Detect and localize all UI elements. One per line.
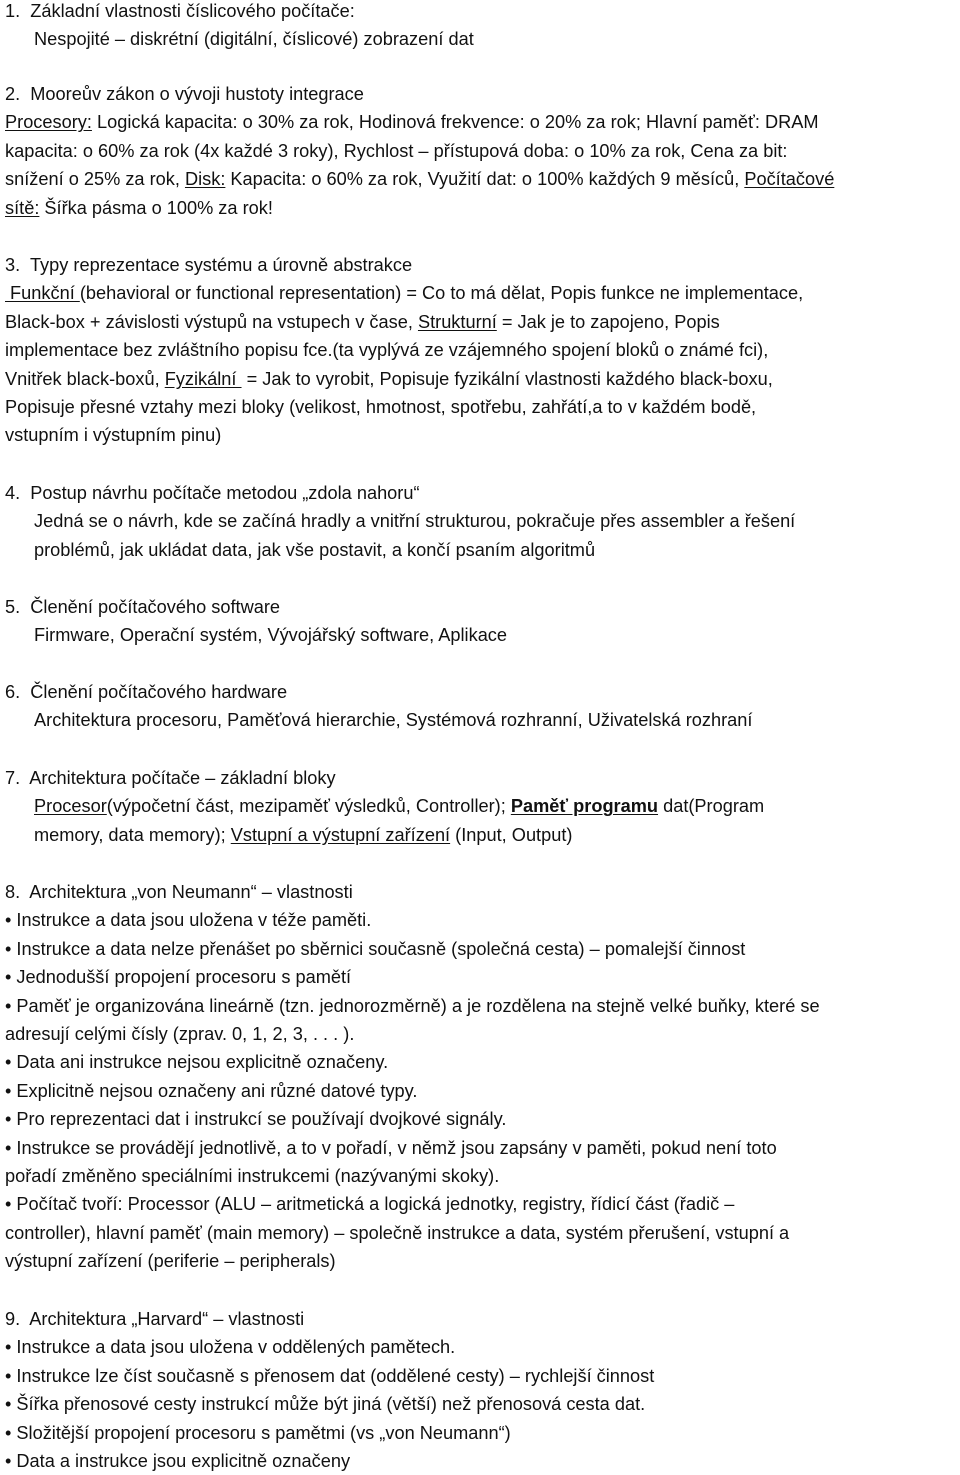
section-4-heading: 4. Postup návrhu počítače metodou „zdola nahoru“ bbox=[5, 483, 420, 503]
section-8-line: • Instrukce se provádějí jednotlivě, a to v pořadí, v němž jsou zapsány v paměti, pokud není toto bbox=[5, 1137, 777, 1158]
section-9 bbox=[5, 1305, 957, 1475]
section-8-line: adresují celými čísly (zprav. 0, 1, 2, 3, . . . ). bbox=[5, 1023, 355, 1044]
section-9-line: • Složitější propojení procesoru s pamětmi (vs „von Neumann“) bbox=[5, 1422, 511, 1443]
disk-term: Disk: bbox=[184, 169, 226, 190]
section-2-heading: 2. Mooreův zákon o vývoji hustoty integrace bbox=[5, 84, 364, 104]
text-span: Šířka pásma o 100% za rok! bbox=[39, 197, 273, 218]
section-2-line-2: kapacita: o 60% za rok (4x každé 3 roky), Rychlost – přístupová doba: o 10% za rok, Cena za bit: bbox=[5, 140, 788, 161]
section-2 bbox=[5, 80, 957, 222]
section-2-line-3 bbox=[5, 165, 957, 193]
section-3-line-1 bbox=[5, 279, 957, 307]
text-span: = Jak to vyrobit, Popisuje fyzikální vlastnosti každého black-boxu, bbox=[241, 368, 773, 389]
text-span: (výpočetní část, mezipaměť výsledků, Controller); bbox=[106, 796, 511, 817]
section-4 bbox=[5, 479, 957, 564]
section-1-heading: 1. Základní vlastnosti číslicového počítače: bbox=[5, 1, 355, 21]
section-3-line-6: vstupním i výstupním pinu) bbox=[5, 425, 222, 446]
section-6-heading: 6. Členění počítačového hardware bbox=[5, 682, 288, 702]
section-8-line: pořadí změněno speciálními instrukcemi (nazývanými skoky). bbox=[5, 1165, 500, 1186]
section-1 bbox=[5, 0, 957, 54]
section-3-line-3: implementace bez zvláštního popisu fce.(ta vyplývá ze vzájemného spojení bloků o známé fci), bbox=[5, 340, 769, 361]
section-7-line-2 bbox=[5, 821, 957, 849]
section-5-heading: 5. Členění počítačového software bbox=[5, 597, 280, 617]
text-span: snížení o 25% za rok, bbox=[5, 169, 185, 190]
section-9-heading: 9. Architektura „Harvard“ – vlastnosti bbox=[5, 1309, 305, 1329]
section-6-line-1: Architektura procesoru, Paměťová hierarchie, Systémová rozhranní, Uživatelská rozhraní bbox=[34, 710, 753, 731]
section-2-line-1 bbox=[5, 108, 957, 136]
processor-term: Procesor bbox=[34, 796, 107, 817]
program-memory-term: Paměť programu bbox=[510, 796, 659, 817]
section-4-line-1: Jedná se o návrh, kde se začíná hradly a vnitřní strukturou, pokračuje přes assembler a řešení bbox=[34, 511, 796, 532]
section-9-line: • Data a instrukce jsou explicitně označeny bbox=[5, 1450, 351, 1471]
section-3-line-4 bbox=[5, 365, 957, 393]
section-8-line: • Instrukce a data jsou uložena v téže paměti. bbox=[5, 910, 372, 931]
section-9-line: • Šířka přenosové cesty instrukcí může být jiná (větší) než přenosová cesta dat. bbox=[5, 1394, 646, 1415]
section-7-heading: 7. Architektura počítače – základní bloky bbox=[5, 768, 336, 788]
section-8-heading: 8. Architektura „von Neumann“ – vlastnosti bbox=[5, 882, 353, 902]
text-span: Vnitřek black-boxů, bbox=[5, 368, 165, 389]
section-8-line: • Instrukce a data nelze přenášet po sběrnici současně (společná cesta) – pomalejší činnost bbox=[5, 938, 746, 959]
section-8-line: • Paměť je organizována lineárně (tzn. jednorozměrně) a je rozdělena na stejně velké buňky, které se bbox=[5, 995, 820, 1016]
functional-term: Funkční bbox=[5, 283, 80, 304]
text-span: (Input, Output) bbox=[450, 824, 573, 845]
section-8-line: • Pro reprezentaci dat i instrukcí se používají dvojkové signály. bbox=[5, 1109, 507, 1130]
text-span: = Jak je to zapojeno, Popis bbox=[496, 311, 720, 332]
io-devices-term: Vstupní a výstupní zařízení bbox=[230, 824, 451, 845]
physical-term: Fyzikální bbox=[164, 368, 242, 389]
section-8-line: • Jednodušší propojení procesoru s pamětí bbox=[5, 967, 352, 988]
processors-term: Procesory: bbox=[5, 112, 92, 133]
section-3-heading: 3. Typy reprezentace systému a úrovně abstrakce bbox=[5, 255, 413, 275]
section-6 bbox=[5, 678, 957, 735]
section-3 bbox=[5, 251, 957, 450]
section-3-line-2 bbox=[5, 308, 957, 336]
section-8-line: • Počítač tvoří: Processor (ALU – aritmetická a logická jednotky, registry, řídicí část (řadič – bbox=[5, 1194, 735, 1215]
text-span: Kapacita: o 60% za rok, Využití dat: o 100% každých 9 měsíců, bbox=[225, 169, 745, 190]
text-span: Logická kapacita: o 30% za rok, Hodinová frekvence: o 20% za rok; Hlavní paměť: DRAM bbox=[91, 112, 819, 133]
section-7 bbox=[5, 764, 957, 849]
structural-term: Strukturní bbox=[417, 311, 497, 332]
text-span: memory, data memory); bbox=[34, 824, 231, 845]
section-3-line-5: Popisuje přesné vztahy mezi bloky (velikost, hmotnost, spotřebu, zahřátí,a to v každém bodě, bbox=[5, 396, 757, 417]
section-8-line: controller), hlavní paměť (main memory) – společně instrukce a data, systém přerušení, vstupní a bbox=[5, 1222, 790, 1243]
section-4-line-2: problémů, jak ukládat data, jak vše postavit, a končí psaním algoritmů bbox=[34, 539, 596, 560]
section-9-line: • Instrukce a data jsou uložena v oddělených pamětech. bbox=[5, 1337, 456, 1358]
text-span: Black-box + závislosti výstupů na vstupech v čase, bbox=[5, 311, 418, 332]
section-8-line: • Explicitně nejsou označeny ani různé datové typy. bbox=[5, 1080, 418, 1101]
section-2-line-4 bbox=[5, 194, 957, 222]
section-1-line: Nespojité – diskrétní (digitální, číslicové) zobrazení dat bbox=[34, 29, 474, 50]
section-8-line: • Data ani instrukce nejsou explicitně označeny. bbox=[5, 1052, 389, 1073]
text-span: (behavioral or functional representation) = Co to má dělat, Popis funkce ne implementace, bbox=[79, 283, 804, 304]
section-8-line: výstupní zařízení (periferie – peripherals) bbox=[5, 1251, 336, 1272]
text-span: dat(Program bbox=[658, 796, 765, 817]
networks-term-part-2: sítě: bbox=[5, 197, 40, 218]
section-8 bbox=[5, 878, 957, 1275]
networks-term-part-1: Počítačové bbox=[744, 169, 835, 190]
section-9-line: • Instrukce lze číst současně s přenosem dat (oddělené cesty) – rychlejší činnost bbox=[5, 1365, 655, 1386]
section-5-line-1: Firmware, Operační systém, Vývojářský software, Aplikace bbox=[34, 625, 508, 646]
section-5 bbox=[5, 593, 957, 650]
section-7-line-1 bbox=[5, 792, 957, 820]
